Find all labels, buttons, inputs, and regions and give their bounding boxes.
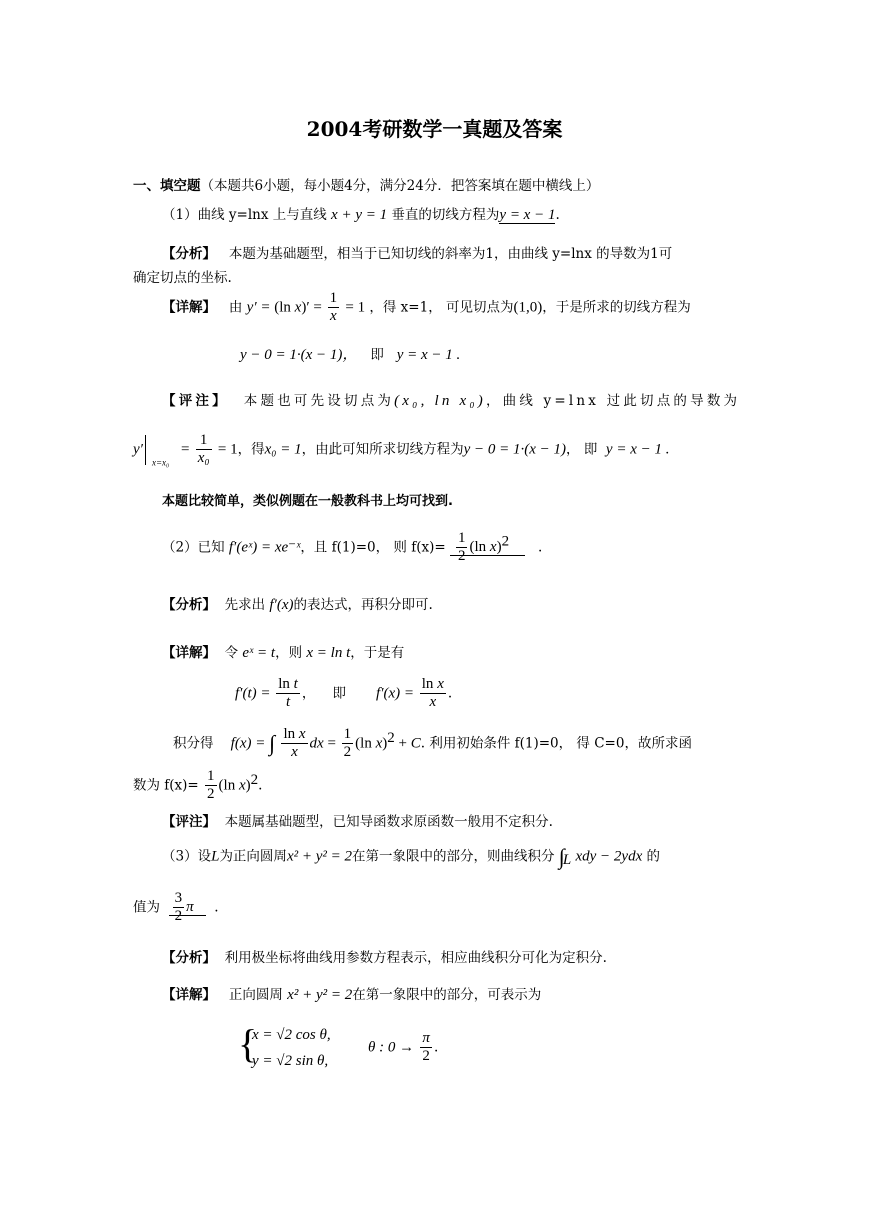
q1-tangent-eq: y − 0 = 1·(x − 1)， 即 y = x − 1 . (240, 347, 461, 363)
page-title: 2004考研数学一真题及答案 (306, 117, 563, 141)
q3-analysis: 【分析】 利用极坐标将曲线用参数方程表示，相应曲线积分可化为定积分. (162, 950, 607, 966)
q1-analysis-cont: 确定切点的坐标. (133, 270, 232, 286)
q1-answer: y = x − 1 (499, 207, 556, 223)
q3-answer: $\frac{3}{2}$ π (169, 899, 206, 916)
q3-stem: （3）设L为正向圆周x² + y² = 2在第一象限中的部分，则曲线积分 $\int_L$ xdy − 2ydx 的 (162, 844, 661, 869)
q1-bold-note: 本题比较简单，类似例题在一般教科书上均可找到. (162, 494, 453, 509)
section-heading: 一、填空题（本题共6小题，每小题4分，满分24分．把答案填在题中横线上） (133, 178, 600, 194)
q1-stem: （1）曲线 y=lnx 上与直线 x + y = 1 垂直的切线方程为y = x − 1. (162, 207, 560, 223)
q1-analysis: 【分析】 本题为基础题型，相当于已知切线的斜率为1，由曲线 y=lnx 的导数为1可 (162, 246, 673, 262)
q1-comment-cont: $y'_{x=x_0}$ = $\frac{1}{\text{x₀}}$ = 1，得x₀ = 1，由此可知所求切线方程为y − 0 = 1·(x − 1)， 即 y = x − 1 . (133, 432, 670, 468)
q3-param-brace: { (238, 1021, 258, 1066)
q2-answer: $\frac{1}{2}$ (ln x)$^2$ (450, 539, 525, 556)
q2-integrate: 积分得 f(x) = ∫ $\frac{\text{ln x}}{x}$ dx = $\frac{1}{2}$ (ln x)$^2$ + C. 利用初始条件 f(1)=0， 得 C=0，故所求函 (173, 726, 692, 761)
q2-detail: 【详解】 令 eˣ = t，则 x = ln t，于是有 (162, 645, 405, 661)
q3-value: 值为 $\frac{3}{2}$ π . (133, 890, 219, 925)
q1-detail: 【详解】 由 y′ = (ln x)′ = $\frac{1}{x}$ = 1 ，得 x=1， 可见切点为(1,0)，于是所求的切线方程为 (162, 290, 691, 325)
q2-result: 数为 f(x)= $\frac{1}{2}$ (ln x)$^2$. (133, 768, 263, 803)
q3-param-x: x = √2 cos θ, (252, 1027, 331, 1043)
q2-comment: 【评注】 本题属基础题型，已知导函数求原函数一般用不定积分. (162, 814, 553, 830)
q3-param-y: y = √2 sin θ, (252, 1053, 329, 1069)
q1-comment: 【评注】 本题也可先设切点为(x₀, ln x₀)，曲线 y=lnx 过此切点的导数为 (162, 393, 741, 409)
q3-detail: 【详解】 正向圆周 x² + y² = 2在第一象限中的部分，可表示为 (162, 987, 542, 1003)
q2-derivative: f′(t) = $\frac{\text{ln t}}{t}$ ， 即 f′(x) = $\frac{\text{ln x}}{x}$ . (235, 676, 453, 711)
q3-theta-range: θ : 0 → $\frac{\pi}{2}$ . (368, 1030, 439, 1065)
q2-stem: （2）已知 f′(eˣ) = xe⁻ˣ，且 f(1)=0， 则 f(x)= $\frac{1}{2}$ (ln x)$^2$ . (162, 530, 543, 565)
q2-analysis: 【分析】 先求出 f′(x)的表达式，再积分即可. (162, 597, 433, 613)
